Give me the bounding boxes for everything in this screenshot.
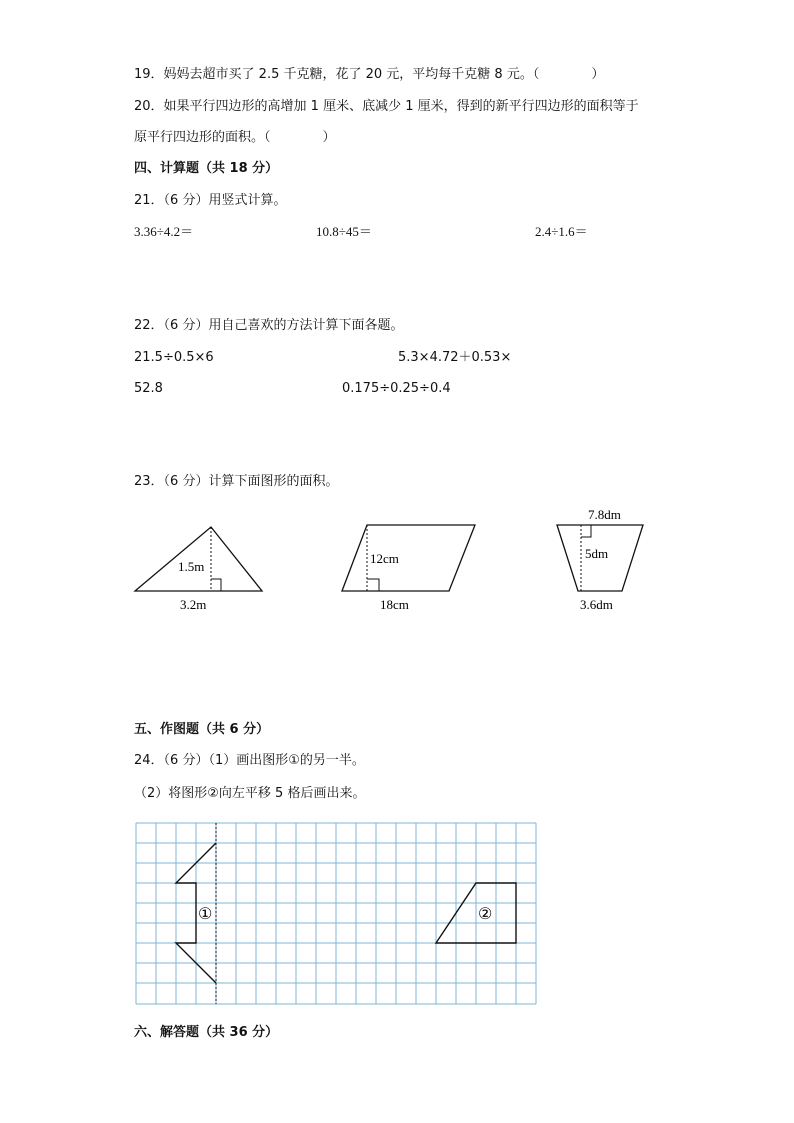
question-20-line1: 20．如果平行四边形的高增加 1 厘米、底减少 1 厘米，得到的新平行四边形的面积等于 <box>134 99 639 114</box>
triangle-figure <box>135 527 262 612</box>
calc22-item-3: 0.175÷0.25÷0.4 <box>342 381 451 396</box>
trapezoid-top-label: 7.8dm <box>588 507 621 522</box>
question-21-title: 21．（6 分）用竖式计算。 <box>134 193 287 208</box>
trapezoid-height-label: 5dm <box>585 546 609 561</box>
section-6-heading: 六、解答题（共 36 分） <box>134 1025 279 1040</box>
question-23-title: 23．（6 分）计算下面图形的面积。 <box>134 474 339 489</box>
question-19: 19．妈妈去超市买了 2.5 千克糖，花了 20 元，平均每千克糖 8 元。（ ） <box>134 67 605 82</box>
trapezoid-bottom-label: 3.6dm <box>580 597 613 612</box>
trapezoid-figure <box>557 507 643 612</box>
calc22-item-2: 5.3×4.72＋0.53× <box>398 350 512 365</box>
question-20-line2: 原平行四边形的面积。（ ） <box>134 130 336 145</box>
shape-1-label: ① <box>198 906 213 923</box>
shape-2-label: ② <box>478 906 493 923</box>
calc-item-1: 3.36÷4.2＝ <box>134 224 194 239</box>
calc22-item-2-cont: 52.8 <box>134 381 163 396</box>
triangle-base-label: 3.2m <box>180 597 207 612</box>
section-4-heading: 四、计算题（共 18 分） <box>134 161 279 176</box>
calc-item-3: 2.4÷1.6＝ <box>535 224 588 239</box>
parallelogram-figure <box>342 525 475 612</box>
calc-item-2: 10.8÷45＝ <box>316 224 372 239</box>
question-22-title: 22．（6 分）用自己喜欢的方法计算下面各题。 <box>134 318 404 333</box>
triangle-height-label: 1.5m <box>178 559 205 574</box>
parallelogram-base-label: 18cm <box>380 597 409 612</box>
calc22-item-1: 21.5÷0.5×6 <box>134 350 214 365</box>
question-24-line1: 24．（6 分）（1）画出图形①的另一半。 <box>134 753 365 768</box>
question-24-line2: （2）将图形②向左平移 5 格后画出来。 <box>134 786 366 801</box>
section-5-heading: 五、作图题（共 6 分） <box>134 722 270 737</box>
parallelogram-height-label: 12cm <box>370 551 399 566</box>
